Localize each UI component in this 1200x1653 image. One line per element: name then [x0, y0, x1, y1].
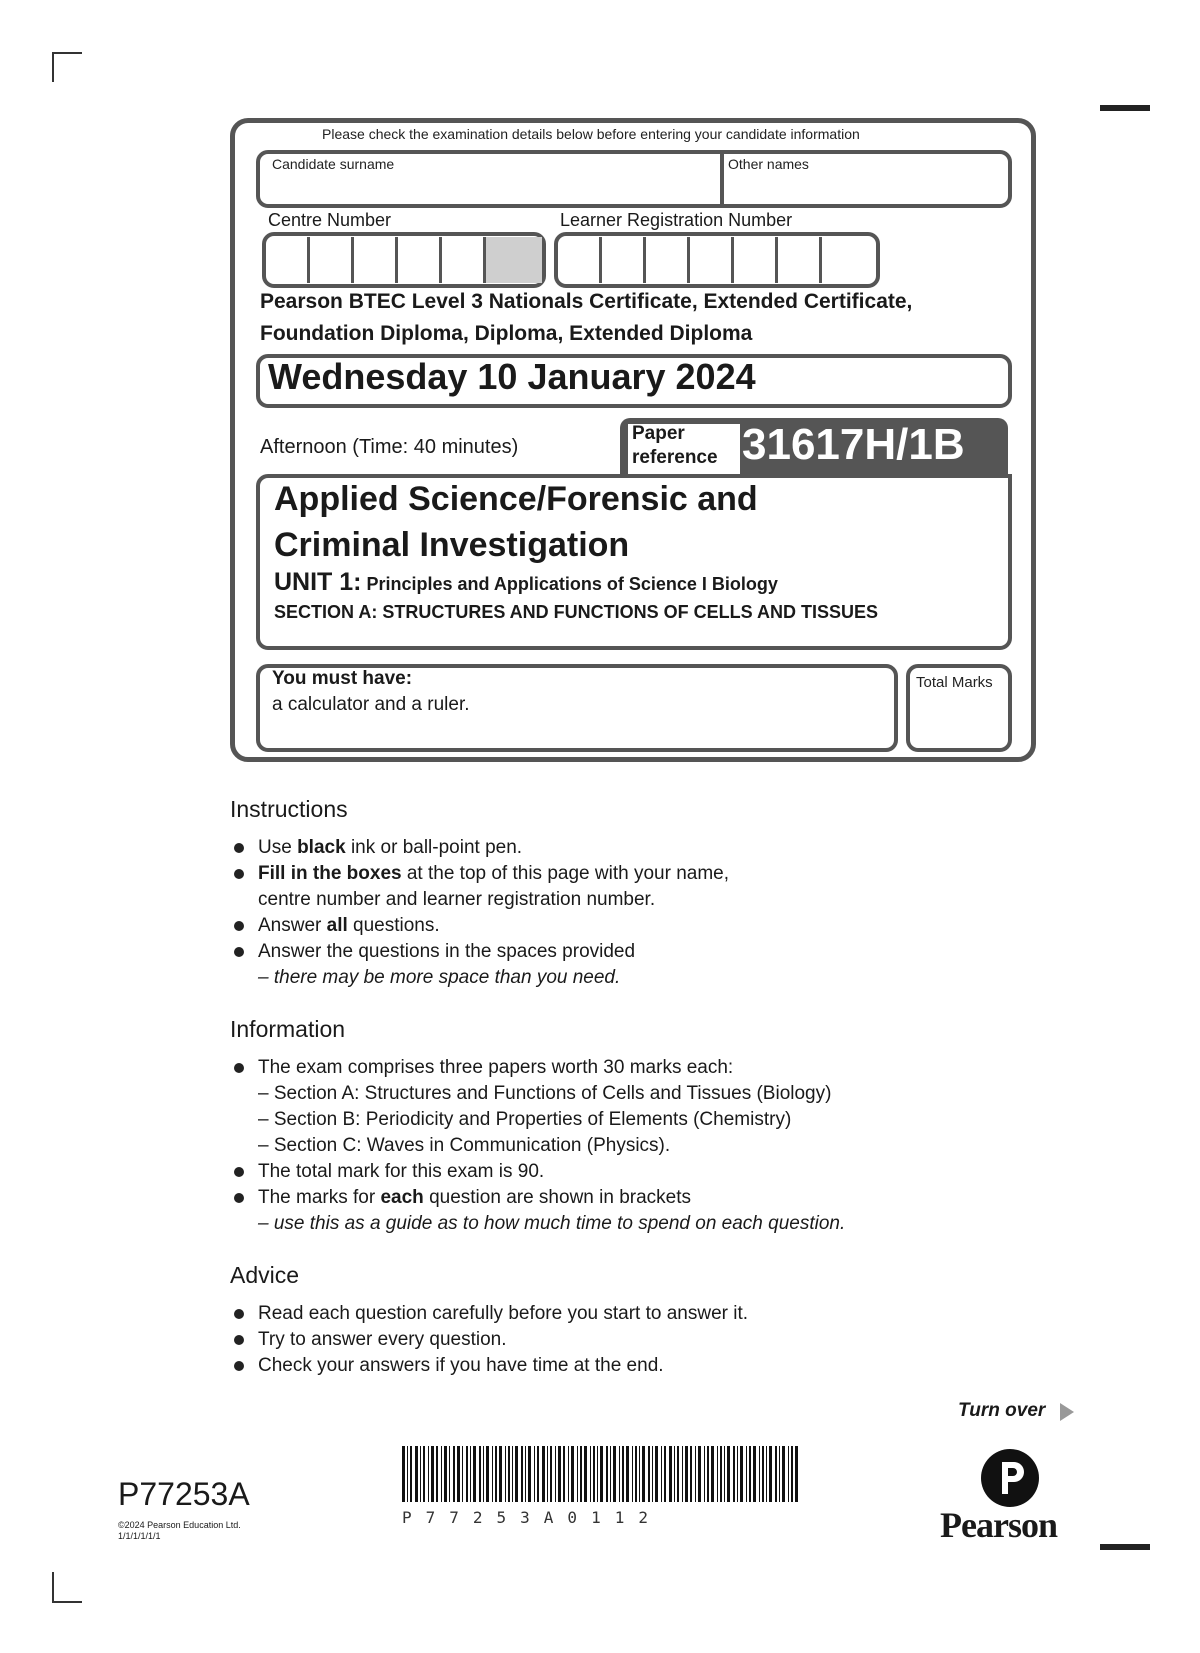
- digit-box[interactable]: [822, 237, 866, 283]
- print-code: 1/1/1/1/1/1: [118, 1531, 161, 1541]
- digit-box-shaded: [486, 237, 542, 283]
- crop-mark: [52, 52, 82, 54]
- paper-reference-label-line: Paper: [632, 423, 685, 444]
- copyright: [118, 1520, 241, 1542]
- list-item: Fill in the boxes at the top of this page with your name, centre number and learner registration number.: [230, 861, 1030, 913]
- total-marks-label: Total Marks: [916, 674, 993, 691]
- list-item: Use black ink or ball-point pen.: [230, 835, 1030, 861]
- arrow-right-icon: [1060, 1403, 1074, 1421]
- list-item: Check your answers if you have time at the end.: [230, 1353, 1030, 1379]
- barcode-icon: [402, 1446, 798, 1502]
- list-item: The total mark for this exam is 90.: [230, 1159, 1050, 1185]
- other-names-label: Other names: [728, 156, 809, 172]
- subject-title-line: Applied Science/Forensic and: [274, 480, 758, 518]
- candidate-surname-field[interactable]: [270, 176, 710, 204]
- candidate-surname-label: Candidate surname: [272, 156, 395, 172]
- check-notice: Please check the examination details below before entering your candidate information: [322, 126, 860, 142]
- digit-box[interactable]: [398, 237, 442, 283]
- copyright-text: ©2024 Pearson Education Ltd.: [118, 1520, 241, 1530]
- crop-mark: [52, 1601, 82, 1603]
- centre-number-boxes[interactable]: [262, 232, 546, 288]
- list-item: Read each question carefully before you start to answer it.: [230, 1301, 1030, 1327]
- unit-title: [274, 568, 778, 597]
- pearson-logo-icon: [980, 1448, 1040, 1508]
- registration-bar: [1100, 1544, 1150, 1550]
- list-item: The marks for each question are shown in brackets – use this as a guide as to how much time to spend on each question.: [230, 1185, 1050, 1237]
- unit-prefix: UNIT 1:: [274, 568, 362, 596]
- digit-box[interactable]: [558, 237, 602, 283]
- instructions-section: [230, 796, 1030, 991]
- subject-title: [274, 476, 758, 568]
- section-title: SECTION A: STRUCTURES AND FUNCTIONS OF CELLS AND TISSUES: [274, 602, 879, 622]
- other-names-field[interactable]: [726, 176, 1002, 204]
- paper-code: P77253A: [118, 1476, 250, 1512]
- information-heading: Information: [230, 1016, 346, 1042]
- must-have-label: You must have:: [272, 668, 413, 689]
- paper-reference-label-line: reference: [632, 447, 718, 468]
- barcode-number: P77253A0112: [402, 1508, 662, 1527]
- paper-reference-label: [632, 422, 718, 470]
- advice-section: [230, 1262, 1030, 1379]
- advice-heading: Advice: [230, 1262, 300, 1288]
- digit-box[interactable]: [646, 237, 690, 283]
- digit-box[interactable]: [310, 237, 354, 283]
- paper-reference: 31617H/1B: [742, 420, 965, 469]
- list-item: Answer the questions in the spaces provided – there may be more space than you need.: [230, 939, 1030, 991]
- must-have-text: a calculator and a ruler.: [272, 694, 470, 715]
- information-section: [230, 1016, 1050, 1237]
- crop-mark: [52, 1572, 54, 1602]
- instructions-heading: Instructions: [230, 796, 348, 822]
- exam-session: Afternoon (Time: 40 minutes): [260, 436, 519, 458]
- digit-box[interactable]: [602, 237, 646, 283]
- subject-title-line: Criminal Investigation: [274, 526, 630, 564]
- list-item: Answer all questions.: [230, 913, 1030, 939]
- digit-box[interactable]: [266, 237, 310, 283]
- qualification-title: [260, 286, 1020, 350]
- digit-box[interactable]: [354, 237, 398, 283]
- crop-mark: [52, 52, 54, 82]
- turn-over-label: Turn over: [958, 1400, 1046, 1421]
- qualification-line: Foundation Diploma, Diploma, Extended Diploma: [260, 322, 753, 345]
- list-item: The exam comprises three papers worth 30 marks each: – Section A: Structures and Functions of Cells and Tissues (Biology) – Section B: Periodicity and Properties of Elements (Chemistry) – Section C: Waves in Communication (Physics).: [230, 1055, 1050, 1159]
- digit-box[interactable]: [778, 237, 822, 283]
- exam-date: Wednesday 10 January 2024: [268, 356, 756, 397]
- digit-box[interactable]: [442, 237, 486, 283]
- pearson-wordmark: Pearson: [940, 1505, 1057, 1545]
- digit-box[interactable]: [734, 237, 778, 283]
- centre-number-label: Centre Number: [268, 210, 392, 230]
- registration-bar: [1100, 105, 1150, 111]
- digit-box[interactable]: [690, 237, 734, 283]
- learner-registration-label: Learner Registration Number: [560, 210, 793, 230]
- unit-name: Principles and Applications of Science I Biology: [361, 574, 778, 594]
- learner-registration-boxes[interactable]: [554, 232, 880, 288]
- list-item: Try to answer every question.: [230, 1327, 1030, 1353]
- qualification-line: Pearson BTEC Level 3 Nationals Certificate, Extended Certificate,: [260, 290, 913, 313]
